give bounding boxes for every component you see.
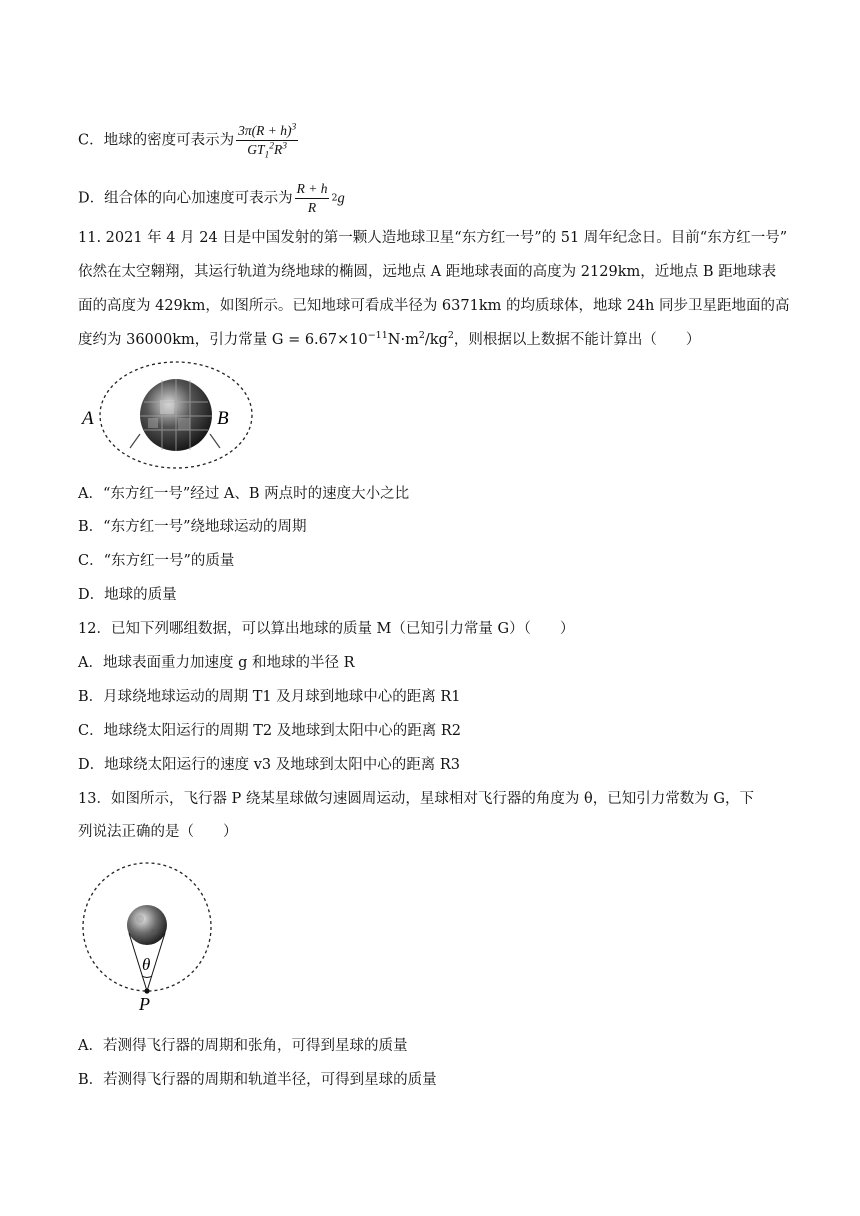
q13-option-a: A．若测得飞行器的周期和张角，可得到星球的质量 (78, 1038, 408, 1054)
q13-stem-line-2: 列说法正确的是（ ） (78, 824, 238, 840)
planet-image (127, 905, 167, 945)
q11-option-a: A．“东方红一号”经过 A、B 两点时的速度大小之比 (78, 486, 410, 502)
q11-option-b: B．“东方红一号”绕地球运动的周期 (78, 519, 307, 535)
q12-stem: 12．已知下列哪组数据，可以算出地球的质量 M（已知引力常量 G）（ ） (78, 621, 575, 637)
q12-option-a: A．地球表面重力加速度 g 和地球的半径 R (78, 655, 355, 671)
q10-option-c-label: C．地球的密度可表示为 (78, 132, 235, 149)
angle-arc (142, 976, 152, 978)
q12-option-d: D．地球绕太阳运行的速度 v3 及地球到太阳中心的距离 R3 (78, 757, 461, 773)
orbit-figure (78, 360, 258, 470)
q11-stem-line-1: 11. 2021 年 4 月 24 日是中国发射的第一颗人造地球卫星“东方红一号”的 51 周年纪念日。目前“东方红一号” (78, 230, 788, 246)
circular-orbit-figure (78, 855, 218, 1015)
q12-option-b: B．月球绕地球运动的周期 T1 及月球到地球中心的距离 R1 (78, 689, 461, 705)
q10-option-d-label: D．组合体的向心加速度可表示为 (78, 190, 293, 207)
density-fraction: $\frac{3\pi(R + h)^3}{GT_1^2R^3}$ (238, 122, 297, 161)
q13-stem-line-1: 13．如图所示，飞行器 P 绕某星球做匀速圆周运动，星球相对飞行器的角度为 θ，已知引力常数为 G，下 (78, 791, 754, 807)
q11-option-d: D．地球的质量 (78, 587, 177, 603)
point-a-label: A (82, 408, 94, 429)
satellite-image (130, 379, 220, 451)
point-b-label: B (217, 408, 229, 429)
q11-stem-line-2: 依然在太空翱翔，其运行轨道为绕地球的椭圆，远地点 A 距地球表面的高度为 2129km，近地点 B 距地球表 (78, 264, 777, 280)
point-p-label: P (139, 994, 150, 1014)
theta-label: θ (142, 955, 151, 974)
q11-option-c: C．“东方红一号”的质量 (78, 553, 235, 569)
q10-option-d: D．组合体的向心加速度可表示为 $\frac{R + h}{R}$ 2g (78, 181, 345, 215)
q13-option-b: B．若测得飞行器的周期和轨道半径，可得到星球的质量 (78, 1072, 437, 1088)
q11-stem-line-3: 面的高度为 429km，如图所示。已知地球可看成半径为 6371km 的均质球体，地球 24h 同步卫星距地面的高 (78, 298, 790, 314)
q11-stem-line-4: 度约为 36000km，引力常量 $G = 6.67\times 10^{-11}N\cdot m^2/kg^2$，则根据以上数据不能计算出（ ） (78, 330, 701, 348)
aircraft-point (144, 988, 149, 993)
q10-option-c (78, 122, 300, 159)
acceleration-fraction: $\frac{R + h}{R}$ (296, 181, 328, 215)
q12-option-c: C．地球绕太阳运行的周期 T2 及地球到太阳中心的距离 R2 (78, 723, 461, 739)
